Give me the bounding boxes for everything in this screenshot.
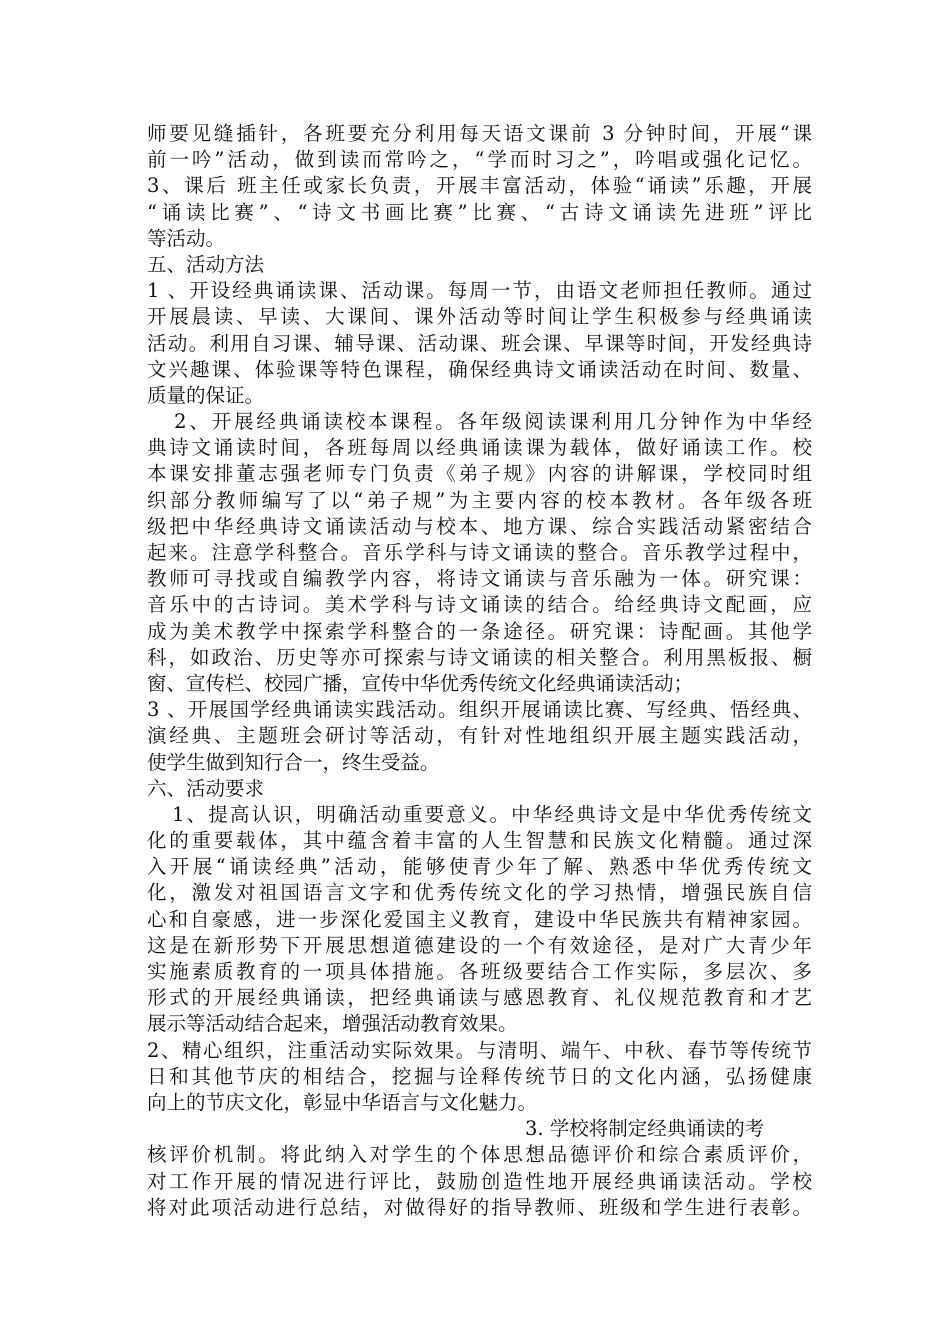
text-line: 教师可寻找或自编教学内容，将诗文诵读与音乐融为一体。研究课： [147, 567, 812, 591]
text-line: 化的重要载体，其中蕴含着丰富的人生智慧和民族文化精髓。通过深 [147, 829, 812, 853]
text-line: 级把中华经典诗文诵读活动与校本、地方课、综合实践活动紧密结合 [147, 514, 812, 538]
text-line: 音乐中的古诗词。美术学科与诗文诵读的结合。给经典诗文配画，应 [147, 593, 812, 617]
text-line: 形式的开展经典诵读，把经典诵读与感恩教育、礼仪规范教育和才艺 [147, 986, 812, 1010]
text-line: 3. 学校将制定经典诵读的考 [525, 1117, 765, 1141]
text-line: 典诗文诵读时间，各班每周以经典诵读课为载体，做好诵读工作。校 [147, 436, 812, 460]
text-line: 演经典、主题班会研讨等活动，有针对性地组织开展主题实践活动， [147, 724, 812, 748]
text-line: 1 、开设经典诵读课、活动课。每周一节，由语文老师担任教师。通过 [147, 279, 812, 303]
text-line: 窗、宣传栏、校园广播，宣传中华优秀传统文化经典诵读活动； [147, 671, 694, 695]
section-heading: 六、活动要求 [147, 776, 265, 800]
text-line: 等活动。 [147, 226, 226, 250]
text-line: 活动。利用自习课、辅导课、活动课、班会课、早课等时间，开发经典诗 [147, 331, 812, 355]
text-line: 向上的节庆文化，彰显中华语言与文化魅力。 [147, 1090, 538, 1114]
text-line: 2、开展经典诵读校本课程。各年级阅读课利用几分钟作为中华经 [147, 410, 812, 434]
text-line: 开展晨读、早读、大课间、课外活动等时间让学生积极参与经典诵读 [147, 305, 812, 329]
text-line: 科，如政治、历史等亦可探索与诗文诵读的相关整合。利用黑板报、橱 [147, 645, 812, 669]
text-line: 化，激发对祖国语言文字和优秀传统文化的学习热情，增强民族自信 [147, 881, 812, 905]
text-line: 质量的保证。 [147, 383, 265, 407]
text-line: 实施素质教育的一项具体措施。各班级要结合工作实际，多层次、多 [147, 960, 812, 983]
text-line: 1、提高认识，明确活动重要意义。中华经典诗文是中华优秀传统文 [147, 802, 812, 826]
text-line: 入开展“诵读经典”活动，能够使青少年了解、熟悉中华优秀传统文 [147, 855, 812, 879]
text-line: 这是在新形势下开展思想道德建设的一个有效途径，是对广大青少年 [147, 933, 812, 957]
text-line: 师要见缝插针，各班要充分利用每天语文课前 3 分钟时间，开展“课 [147, 122, 812, 145]
text-line: 展示等活动结合起来，增强活动教育效果。 [147, 1012, 518, 1036]
text-line: 将对此项活动进行总结，对做得好的指导教师、班级和学生进行表彰。 [147, 1195, 812, 1219]
text-line: 织部分教师编写了以“弟子规”为主要内容的校本教材。各年级各班 [147, 488, 812, 512]
text-line: 文兴趣课、体验课等特色课程，确保经典诗文诵读活动在时间、数量、 [147, 357, 812, 381]
text-line: 核评价机制。将此纳入对学生的个体思想品德评价和综合素质评价， [147, 1143, 812, 1167]
text-line: 成为美术教学中探索学科整合的一条途径。研究课：诗配画。其他学 [147, 619, 812, 643]
text-line: 使学生做到知行合一，终生受益。 [147, 750, 440, 774]
text-line: “诵读比赛”、“诗文书画比赛”比赛、“古诗文诵读先进班”评比 [147, 200, 812, 224]
text-line: 起来。注意学科整合。音乐学科与诗文诵读的整合。音乐教学过程中， [147, 541, 812, 564]
text-line: 日和其他节庆的相结合，挖掘与诠释传统节日的文化内涵，弘扬健康 [147, 1064, 812, 1088]
text-line: 2、精心组织，注重活动实际效果。与清明、端午、中秋、春节等传统节 [147, 1038, 812, 1062]
text-line: 心和自豪感，进一步深化爱国主义教育，建设中华民族共有精神家园。 [147, 907, 812, 931]
document-page [147, 121, 812, 1221]
text-line: 3、课后 班主任或家长负责，开展丰富活动，体验“诵读”乐趣，开展 [147, 174, 812, 198]
text-line: 3 、开展国学经典诵读实践活动。组织开展诵读比赛、写经典、悟经典、 [147, 698, 812, 722]
text-line: 本课安排董志强老师专门负责《弟子规》内容的讲解课，学校同时组 [147, 462, 812, 486]
text-line: 前一吟”活动，做到读而常吟之，“学而时习之”，吟唱或强化记忆。 [147, 148, 812, 172]
text-line: 对工作开展的情况进行评比，鼓励创造性地开展经典诵读活动。学校 [147, 1169, 812, 1193]
section-heading: 五、活动方法 [147, 252, 265, 276]
